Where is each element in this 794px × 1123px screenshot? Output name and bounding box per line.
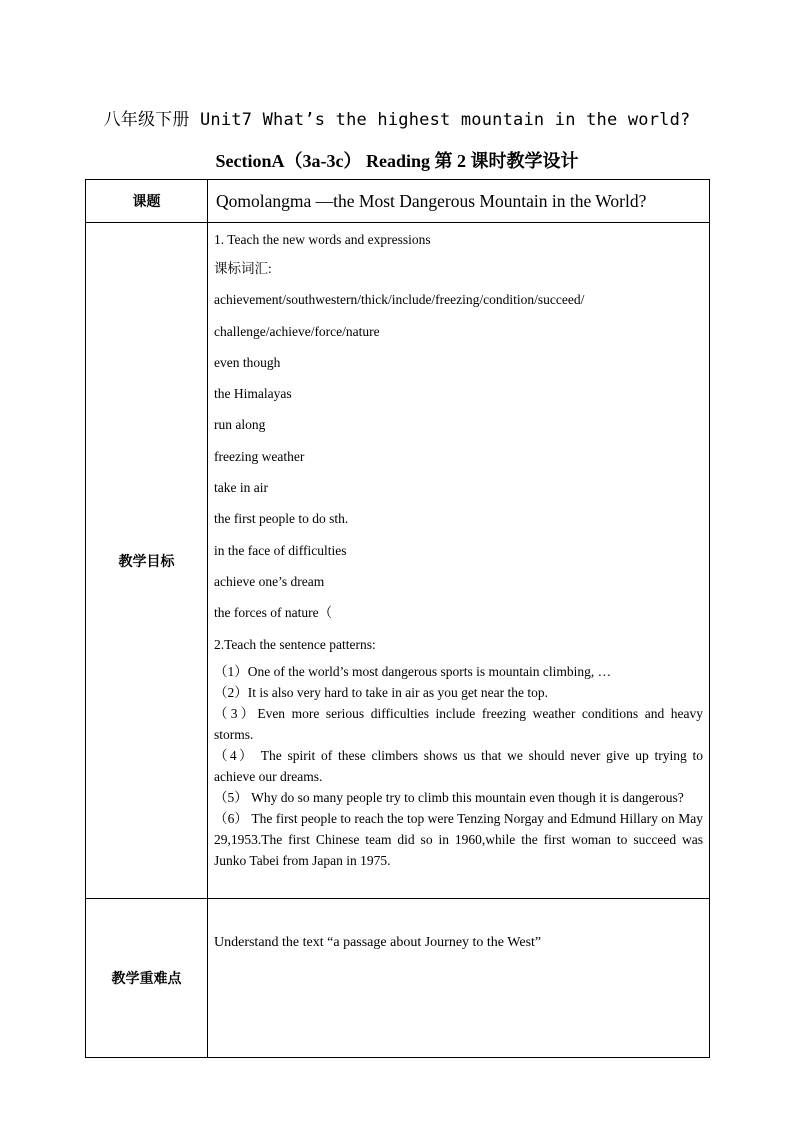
sentence-pattern: （4） The spirit of these climbers shows us that we should never give up trying to achieve our dreams. [214, 747, 703, 784]
sentence-pattern: （2）It is also very hard to take in air as you get near the top. [214, 684, 549, 700]
goals-line: achievement/southwestern/thick/include/freezing/condition/succeed/ [214, 292, 585, 308]
goals-line: take in air [214, 480, 268, 496]
goals-line: the first people to do sth. [214, 511, 349, 527]
goals-row [86, 223, 710, 899]
sentence-pattern: （6） The first people to reach the top were Tenzing Norgay and Edmund Hillary on May 29,1953.The first Chinese team did so in 1960,while the first woman to succeed was Junko Tabei from Japan in 1975. [214, 810, 703, 868]
goals-line: 课标词汇: [214, 261, 272, 276]
goals-line: the forces of nature（ [214, 605, 333, 621]
lesson-plan-table [85, 179, 710, 1058]
goals-line: 1. Teach the new words and expressions [214, 232, 431, 247]
goals-line: in the face of difficulties [214, 542, 347, 558]
goals-line: challenge/achieve/force/nature [214, 323, 380, 339]
topic-value: Qomolangma —the Most Dangerous Mountain in the World? [208, 180, 710, 223]
goals-line: achieve one’s dream [214, 573, 325, 589]
goals-line: even though [214, 354, 281, 370]
goals-line: the Himalayas [214, 386, 292, 402]
focus-value: Understand the text “a passage about Journey to the West” [208, 899, 710, 1058]
goals-line: run along [214, 417, 266, 433]
document-title-line1: 八年级下册 Unit7 What’s the highest mountain in the world? [103, 110, 691, 130]
goals-content [208, 223, 710, 899]
focus-row [86, 899, 710, 1058]
sentence-pattern: （3）Even more serious difficulties include freezing weather conditions and heavy storms. [214, 705, 703, 742]
topic-row [86, 180, 710, 223]
sentence-pattern: （1）One of the world’s most dangerous sports is mountain climbing, … [214, 663, 612, 679]
sentence-patterns [214, 661, 703, 871]
goals-label: 教学目标 [86, 223, 208, 899]
document-title-line2: SectionA（3a-3c） Reading 第 2 课时教学设计 [215, 151, 579, 171]
focus-label: 教学重难点 [86, 899, 208, 1058]
sentence-pattern: （5） Why do so many people try to climb this mountain even though it is dangerous? [214, 789, 684, 805]
topic-label: 课题 [86, 180, 208, 223]
goals-line: 2.Teach the sentence patterns: [214, 636, 376, 652]
goals-line: freezing weather [214, 448, 305, 464]
